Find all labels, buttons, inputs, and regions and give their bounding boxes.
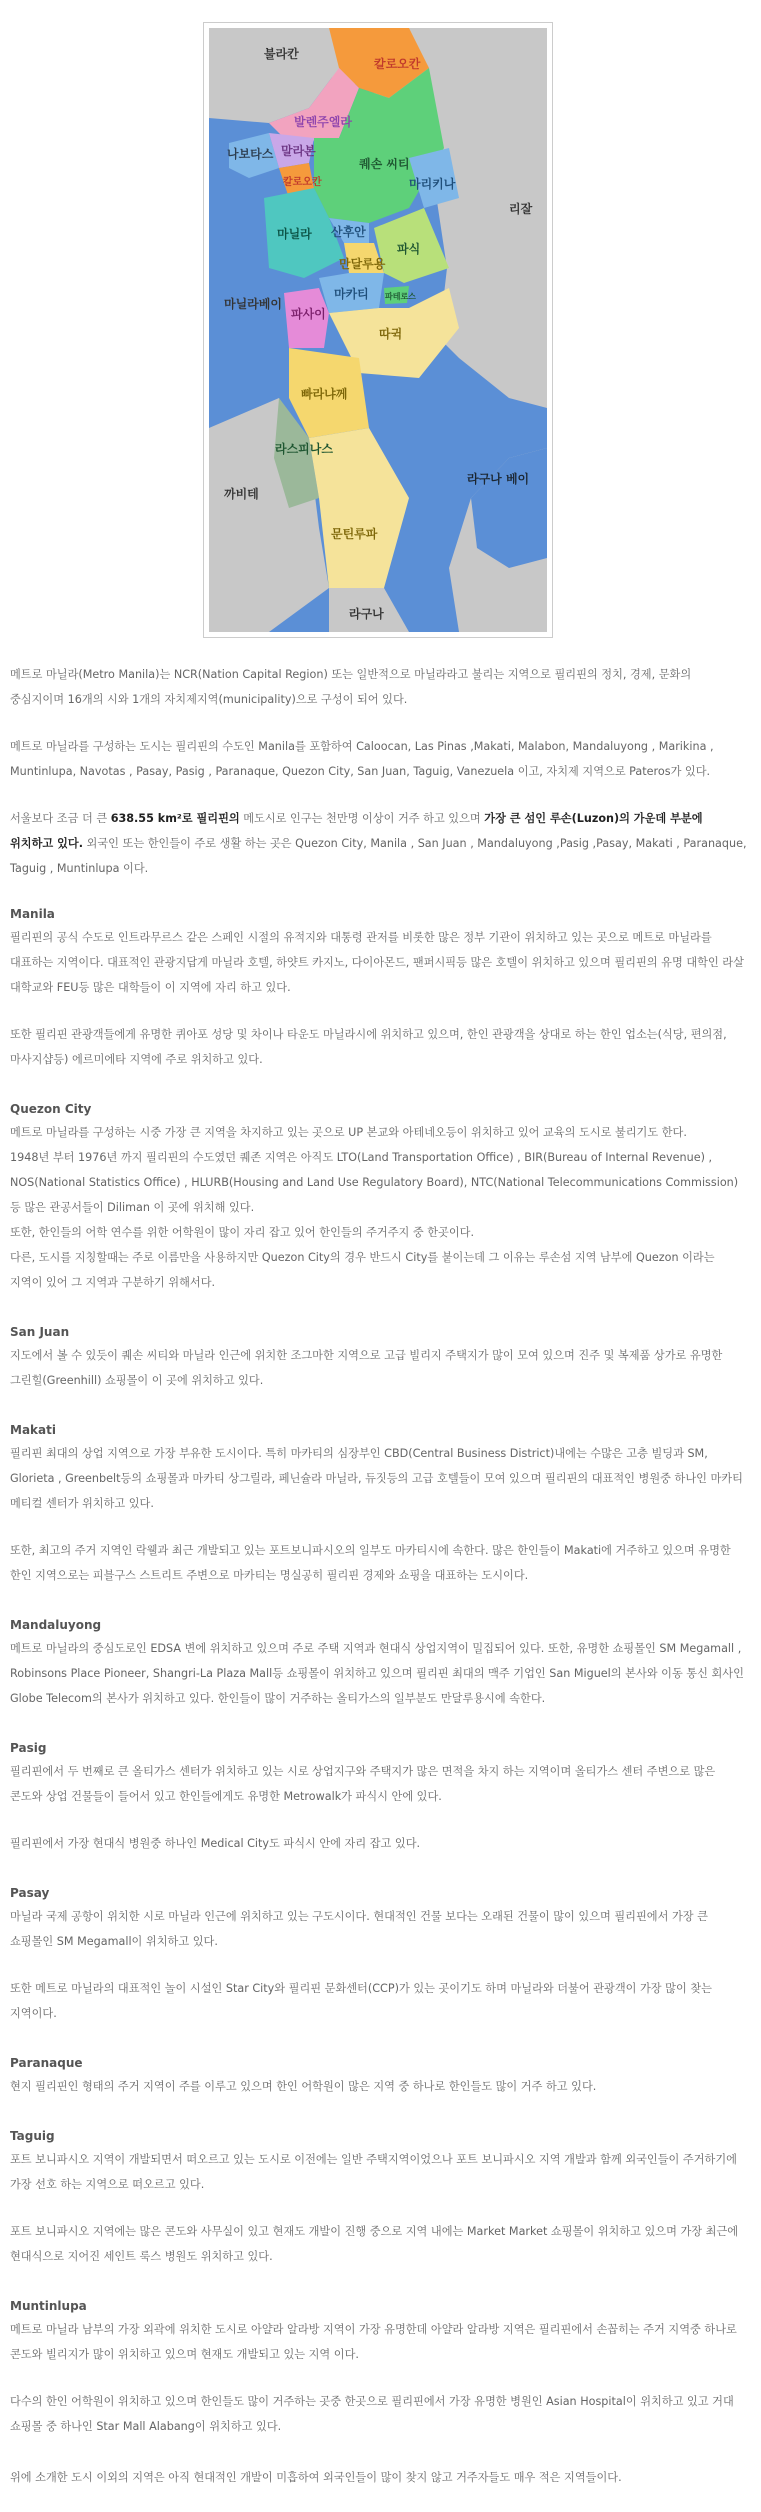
city-section-paragraph: 필리핀에서 가장 현대식 병원중 하나인 Medical City도 파식시 안에 자리 잡고 있다. bbox=[10, 1837, 421, 1850]
city-sections bbox=[10, 903, 748, 2439]
label-muntinlupa: 문틴루파 bbox=[331, 527, 378, 541]
intro-paragraph-2: 메트로 마닐라를 구성하는 도시는 필리핀의 수도인 Manila를 포함하여 Caloocan, Las Pinas ,Makati, Malabon, Mandaluyong , Marikina , Muntinlupa, Navotas , Pasay, Pasig , Paranaque, Quezon City, San Juan, Taguig, Vanezuela 이고, 자치제 지역으로 Pateros가 있다. bbox=[10, 740, 714, 778]
city-section bbox=[10, 1737, 748, 1856]
city-section-title: Makati bbox=[10, 1423, 56, 1437]
intro3-part-a: 서울보다 조금 더 큰 bbox=[10, 812, 111, 825]
intro3-area-highlight: 638.55 km²로 필리핀의 bbox=[110, 812, 240, 825]
city-section bbox=[10, 2052, 748, 2099]
city-section bbox=[10, 2125, 748, 2269]
intro3-luzon-highlight: 가장 큰 섬인 루손(Luzon)의 가운데 부분에 위치하고 있다. bbox=[10, 812, 703, 850]
label-bulacan: 불라칸 bbox=[264, 47, 299, 61]
city-section-title: Quezon City bbox=[10, 1102, 92, 1116]
city-section-paragraph: 또한, 최고의 주거 지역인 락웰과 최근 개발되고 있는 포트보니파시오의 일부도 마카티시에 속한다. 많은 한인들이 Makati에 거주하고 있으며 유명한 한인 지역으로는 피블구스 스트리트 주변으로 마카티는 명실공히 필리핀 경제와 쇼핑을 대표하는 도시이다. bbox=[10, 1544, 731, 1582]
city-section bbox=[10, 1098, 748, 1295]
city-section bbox=[10, 2295, 748, 2439]
city-section-title: Pasay bbox=[10, 1886, 50, 1900]
city-section-paragraph: 또한 필리핀 관광객들에게 유명한 퀴아포 성당 및 차이나 타운도 마닐라시에 위치하고 있으며, 한인 관광객을 상대로 하는 한인 업소는(식당, 편의점,마사지샵등) 에르미에타 지역에 주로 위치하고 있다. bbox=[10, 1028, 727, 1066]
city-section-paragraph: 필리핀 최대의 상업 지역으로 가장 부유한 도시이다. 특히 마카티의 심장부인 CBD(Central Business District)내에는 수많은 고층 빌딩과 SM, Glorieta , Greenbelt등의 쇼핑몰과 마카티 상그릴라, 페닌슐라 마닐라, 듀짓등의 고급 호텔들이 모여 있으며 필리핀의 대표적인 병원중 하나인 마카티 메티컬 센터가 위치하고 있다. bbox=[10, 1447, 743, 1510]
label-paranaque: 빠라냐께 bbox=[301, 387, 348, 401]
intro-paragraph-3 bbox=[10, 806, 748, 881]
label-valenzuela: 발렌주엘라 bbox=[294, 115, 352, 129]
city-section-paragraph: 현지 필리핀인 형태의 주거 지역이 주를 이루고 있으며 한인 어학원이 많은 지역 중 하나로 한인들도 많이 거주 하고 있다. bbox=[10, 2080, 597, 2093]
city-section-title: Muntinlupa bbox=[10, 2299, 87, 2313]
label-las-pinas: 라스피나스 bbox=[275, 442, 333, 456]
city-section-title: Paranaque bbox=[10, 2056, 83, 2070]
map-svg bbox=[209, 28, 547, 632]
label-navotas: 나보타스 bbox=[227, 147, 274, 161]
closing-paragraph: 위에 소개한 도시 이외의 지역은 아직 현대적인 개발이 미흡하여 외국인들이 많이 찾지 않고 거주자들도 매우 적은 지역들이다. bbox=[10, 2471, 622, 2484]
city-section-paragraph: 마닐라 국제 공항이 위치한 시로 마닐라 인근에 위치하고 있는 구도시이다. 현대적인 건물 보다는 오래된 건물이 많이 있으며 필리핀에서 가장 큰 쇼핑몰인 SM Megamall이 위치하고 있다. bbox=[10, 1910, 708, 1948]
city-section bbox=[10, 1882, 748, 2026]
label-caloocan-north: 칼로오칸 bbox=[374, 57, 421, 71]
intro-paragraph-1: 메트로 마닐라(Metro Manila)는 NCR(Nation Capital Region) 또는 일반적으로 마닐라라고 불리는 지역으로 필리핀의 정치, 경제, 문화의 중심지이며 16개의 시와 1개의 자치제지역(municipality)으로 구성이 되어 있다. bbox=[10, 668, 692, 706]
article-body bbox=[10, 662, 748, 2512]
label-pasig: 파식 bbox=[397, 242, 421, 256]
city-section-title: Manila bbox=[10, 907, 55, 921]
city-section-paragraph: 포트 보니파시오 지역에는 많은 콘도와 사무실이 있고 현재도 개발이 진행 중으로 지역 내에는 Market Market 쇼핑몰이 위치하고 있으며 가장 최근에 현대식으로 지어진 세인트 룩스 병원도 위치하고 있다. bbox=[10, 2225, 739, 2263]
label-pasay: 파사이 bbox=[291, 307, 326, 321]
city-section-title: San Juan bbox=[10, 1325, 70, 1339]
city-section-title: Taguig bbox=[10, 2129, 55, 2143]
metro-manila-map bbox=[203, 22, 553, 638]
city-section-paragraph: 1948년 부터 1976년 까지 필리핀의 수도였던 퀘존 지역은 아직도 LTO(Land Transportation Office) , BIR(Bureau of Internal Revenue) , NOS(National Statistics Office) , HLURB(Housing and Land Use Regulatory Board), NTC(National Telecommunications Commission) 등 많은 관공서들이 Diliman 이 곳에 위치해 있다. bbox=[10, 1151, 739, 1214]
city-section-paragraph: 필리핀의 공식 수도로 인트라무르스 같은 스페인 시절의 유적지와 대통령 관저를 비롯한 많은 정부 기관이 위치하고 있는 곳으로 메트로 마닐라를 대표하는 지역이다. 대표적인 관광지답게 마닐라 호텔, 하얏트 카지노, 다이아몬드, 팬퍼시픽등 많은 호텔이 위치하고 있으며 필리핀의 유명 대학인 라살 대학교와 FEU등 많은 대학들이 이 지역에 자리 하고 있다. bbox=[10, 931, 744, 994]
intro3-part-e: 외국인 또는 한인들이 주로 생활 하는 곳은 Quezon City, Manila , San Juan , Mandaluyong ,Pasig ,Pasay, Makati , Paranaque, Taguig , Muntinlupa 이다. bbox=[10, 837, 747, 875]
intro3-part-c: 메도시로 인구는 천만명 이상이 거주 하고 있으며 bbox=[239, 812, 485, 825]
city-section-paragraph: 메트로 마닐라 남부의 가장 외곽에 위치한 도시로 아얄라 알라방 지역이 가장 유명한데 아얄라 알라방 지역은 필리핀에서 손꼽히는 주거 지역중 하나로 콘도와 빌리지가 많이 위치하고 있으며 현재도 개발되고 있는 지역 이다. bbox=[10, 2323, 737, 2361]
label-pateros: 파테로스 bbox=[385, 292, 416, 301]
label-cavite: 까비테 bbox=[224, 487, 259, 501]
city-section-paragraph: 다른, 도시를 지칭할때는 주로 이름만을 사용하지만 Quezon City의 경우 반드시 City를 붙이는데 그 이유는 루손섬 지역 남부에 Quezon 이라는 지역이 있어 그 지역과 구분하기 위해서다. bbox=[10, 1251, 715, 1289]
label-manila-bay: 마닐라베이 bbox=[224, 297, 282, 311]
city-section-paragraph: 또한, 한인들의 어학 연수를 위한 어학원이 많이 자리 잡고 있어 한인들의 주거주지 중 한곳이다. bbox=[10, 1226, 475, 1239]
city-section-title: Pasig bbox=[10, 1741, 47, 1755]
label-caloocan-south: 칼로오칸 bbox=[283, 177, 322, 188]
city-section bbox=[10, 1419, 748, 1588]
label-san-juan: 산후안 bbox=[331, 225, 366, 239]
label-marikina: 마리키나 bbox=[409, 177, 456, 191]
label-laguna-bay: 라구나 베이 bbox=[467, 472, 530, 486]
city-section-paragraph: 지도에서 볼 수 있듯이 퀘손 씨티와 마닐라 인근에 위치한 조그마한 지역으로 고급 빌리지 주택지가 많이 모여 있으며 진주 및 복제품 상가로 유명한 그린힐(Greenhill) 쇼핑몰이 이 곳에 위치하고 있다. bbox=[10, 1349, 723, 1387]
city-section-paragraph: 필리핀에서 두 번째로 큰 올티가스 센터가 위치하고 있는 시로 상업지구와 주택지가 많은 면적을 차지 하는 지역이며 올티가스 센터 주변으로 많은 콘도와 상업 건물들이 들어서 있고 한인들에게도 유명한 Metrowalk가 파식시 안에 있다. bbox=[10, 1765, 716, 1803]
label-laguna: 라구나 bbox=[349, 607, 384, 621]
label-makati: 마카티 bbox=[334, 287, 369, 301]
label-quezon-city: 퀘손 씨티 bbox=[359, 157, 410, 171]
label-rizal: 리잘 bbox=[509, 202, 533, 216]
label-mandaluyong: 만달루용 bbox=[339, 257, 386, 271]
city-section-paragraph: 메트로 마닐라의 중심도로인 EDSA 변에 위치하고 있으며 주로 주택 지역과 현대식 상업지역이 밀집되어 있다. 또한, 유명한 쇼핑몰인 SM Megamall , Robinsons Place Pioneer, Shangri-La Plaza Mall등 쇼핑몰이 위치하고 있으며 필리핀 최대의 맥주 기업인 San Miguel의 본사와 이동 통신 회사인 Globe Telecom의 본사가 위치하고 있다. 한인들이 많이 거주하는 올티가스의 일부분도 만달루용시에 속한다. bbox=[10, 1642, 744, 1705]
city-section bbox=[10, 903, 748, 1072]
label-malabon: 말라본 bbox=[281, 144, 316, 158]
city-section-title: Mandaluyong bbox=[10, 1618, 102, 1632]
label-manila: 마닐라 bbox=[277, 227, 312, 241]
city-section bbox=[10, 1614, 748, 1711]
label-taguig: 따귁 bbox=[379, 327, 403, 341]
city-section-paragraph: 다수의 한인 어학원이 위치하고 있으며 한인들도 많이 거주하는 곳중 한곳으로 필리핀에서 가장 유명한 병원인 Asian Hospital이 위치하고 있고 거대 쇼핑몰 중 하나인 Star Mall Alabang이 위치하고 있다. bbox=[10, 2395, 734, 2433]
city-section-paragraph: 포트 보니파시오 지역이 개발되면서 떠오르고 있는 도시로 이전에는 일반 주택지역이었으나 포트 보니파시오 지역 개발과 함께 외국인들이 주거하기에 가장 선호 하는 지역으로 떠오르고 있다. bbox=[10, 2153, 737, 2191]
city-section bbox=[10, 1321, 748, 1393]
city-section-paragraph: 또한 메트로 마닐라의 대표적인 놀이 시설인 Star City와 필리핀 문화센터(CCP)가 있는 곳이기도 하며 마닐라와 더불어 관광객이 가장 많이 찾는 지역이다. bbox=[10, 1982, 712, 2020]
city-section-paragraph: 메트로 마닐라를 구성하는 시중 가장 큰 지역을 차지하고 있는 곳으로 UP 본교와 아테네오등이 위치하고 있어 교육의 도시로 불리기도 한다. bbox=[10, 1126, 687, 1139]
